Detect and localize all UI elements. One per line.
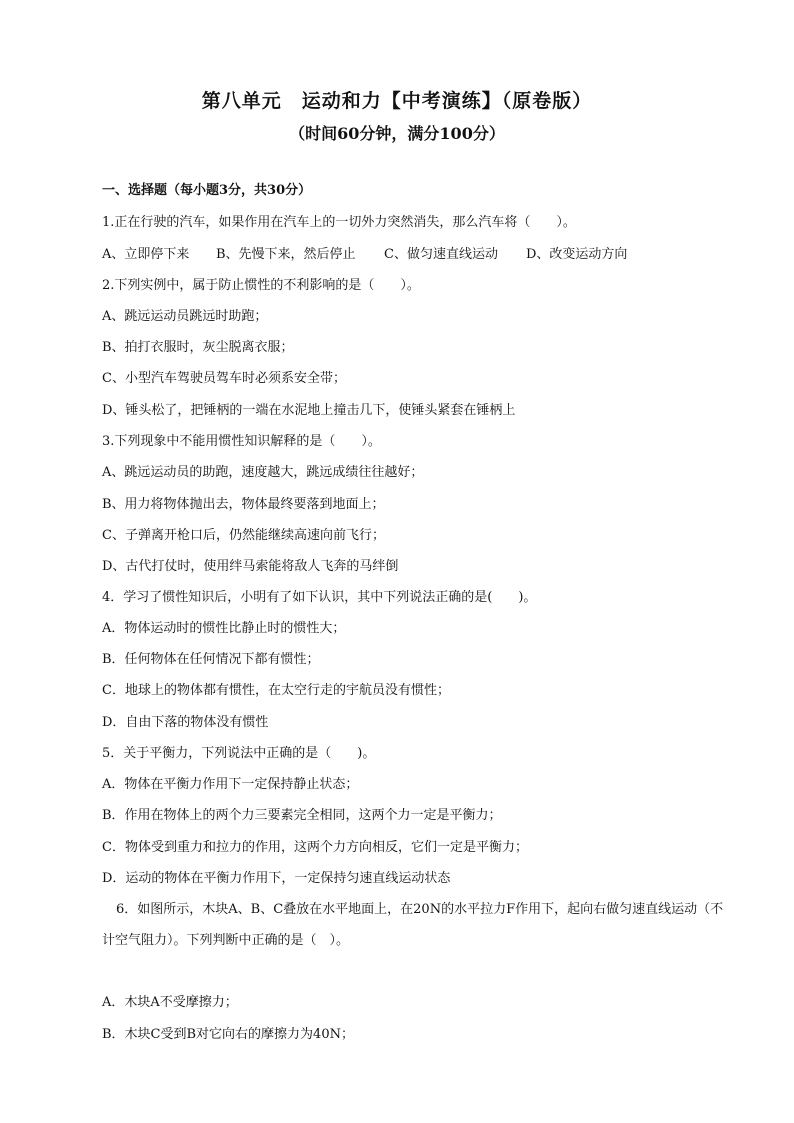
page-subtitle: （时间60分钟，满分100分）: [289, 124, 505, 143]
q5-stem: 5．关于平衡力，下列说法中正确的是（ )。: [102, 746, 376, 761]
q6-stem-line2: 计空气阻力）。下列判断中正确的是（ ）。: [102, 933, 350, 948]
q5-option-c: C．物体受到重力和拉力的作用，这两个力方向相反，它们一定是平衡力；: [102, 840, 528, 855]
q1-options: [102, 247, 627, 263]
q3-option-a: A、跳远运动员的助跑，速度越大，跳远成绩往往越好；: [102, 465, 424, 480]
q6-stem-line1: 6．如图所示，木块A、B、C叠放在水平地面上，在20N的水平拉力F作用下，起向右做匀速直线运动（不: [116, 902, 724, 917]
q4-option-c: C．地球上的物体都有惯性，在太空行走的宇航员没有惯性；: [102, 683, 450, 698]
q6-option-b: B．木块C受到B对它向右的摩擦力为40N；: [102, 1027, 354, 1042]
q2-stem: 2.下列实例中，属于防止惯性的不利影响的是（ ）。: [102, 278, 420, 293]
q3-option-d: D、古代打仗时，使用绊马索能将敌人飞奔的马绊倒: [102, 559, 399, 574]
q5-option-d: D．运动的物体在平衡力作用下，一定保持匀速直线运动状态: [102, 871, 451, 886]
q5-option-b: B．作用在物体上的两个力三要素完全相同，这两个力一定是平衡力；: [102, 808, 502, 823]
q3-option-b: B、用力将物体抛出去，物体最终要落到地面上；: [102, 497, 385, 512]
q6-option-a: A．木块A不受摩擦力；: [102, 995, 238, 1010]
q1-option-a: A、立即停下来: [102, 247, 190, 262]
section-heading: 一、选择题（每小题3分，共30分）: [102, 183, 312, 198]
q2-option-c: C、小型汽车驾驶员驾车时必须系安全带；: [102, 371, 346, 386]
q1-option-b: B、先慢下来，然后停止: [216, 247, 356, 262]
q4-option-d: D．自由下落的物体没有惯性: [102, 715, 269, 730]
q4-option-a: A．物体运动时的惯性比静止时的惯性大；: [102, 621, 346, 636]
q4-option-b: B．任何物体在任何情况下都有惯性；: [102, 652, 320, 667]
q2-option-a: A、跳远运动员跳远时助跑；: [102, 309, 268, 324]
q2-option-b: B、拍打衣服时，灰尘脱离衣服；: [102, 340, 294, 355]
page-title: 第八单元 运动和力【中考演练】（原卷版）: [201, 90, 593, 112]
q5-option-a: A．物体在平衡力作用下一定保持静止状态；: [102, 777, 359, 792]
q1-stem: 1.正在行驶的汽车，如果作用在汽车上的一切外力突然消失，那么汽车将（ ）。: [102, 215, 576, 230]
q3-option-c: C、子弹离开枪口后，仍然能继续高速向前飞行；: [102, 528, 385, 543]
q3-stem: 3.下列现象中不能用惯性知识解释的是（ ）。: [102, 434, 381, 449]
q4-stem: 4．学习了惯性知识后，小明有了如下认识，其中下列说法正确的是( )。: [102, 590, 537, 605]
q1-option-d: D、改变运动方向: [526, 247, 628, 262]
q1-option-c: C、做匀速直线运动: [384, 247, 498, 262]
q2-option-d: D、锤头松了，把锤柄的一端在水泥地上撞击几下，使锤头紧套在锤柄上: [102, 403, 516, 418]
